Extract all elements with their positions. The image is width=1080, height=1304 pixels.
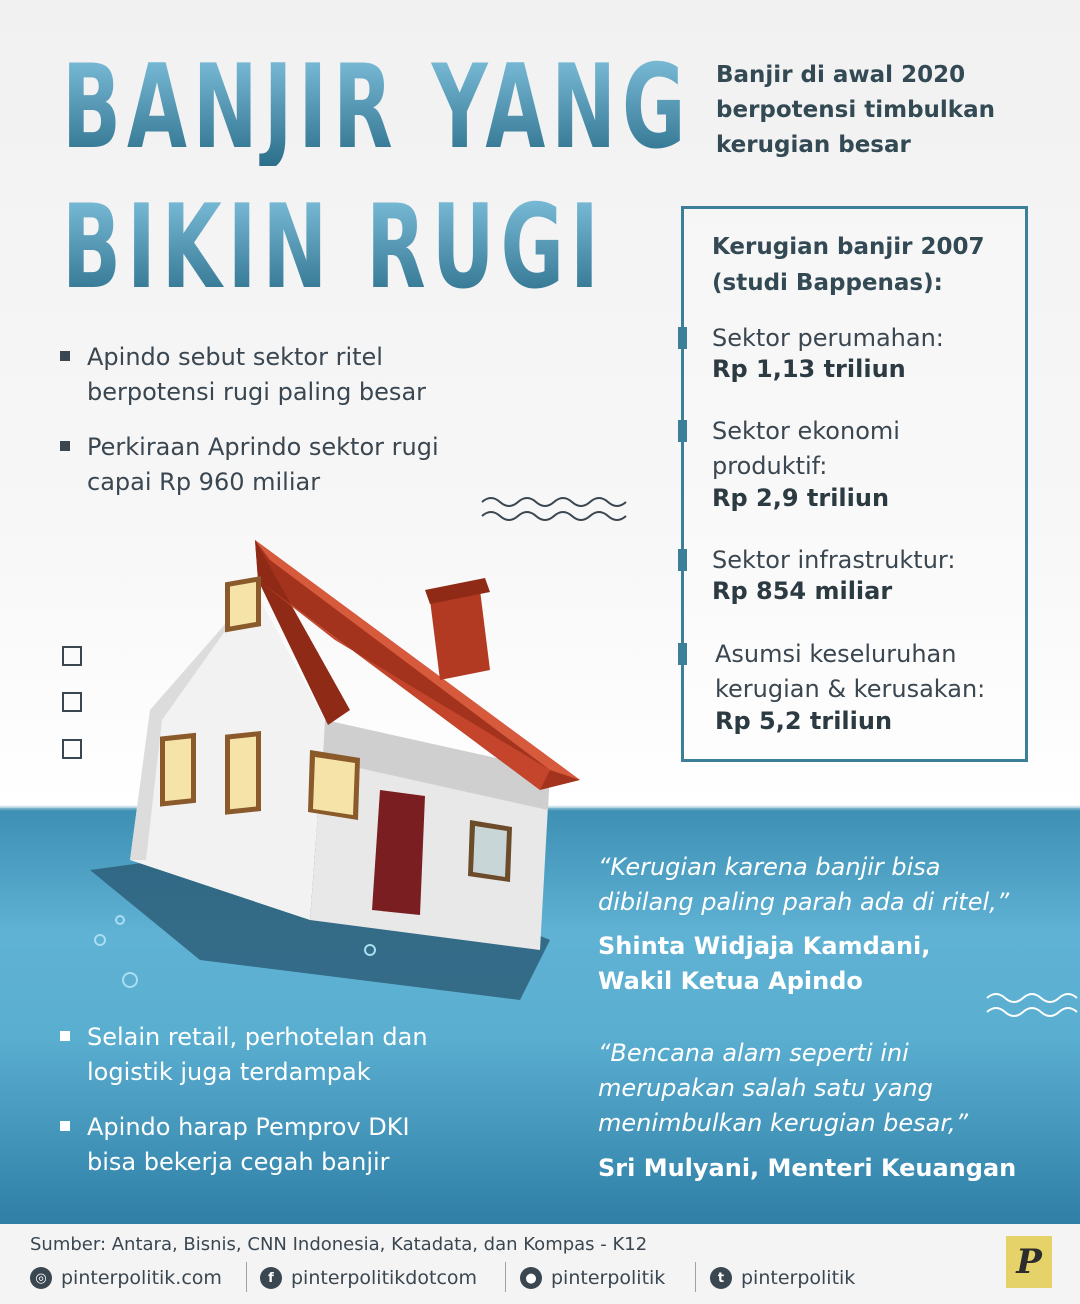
stat-marker [678, 549, 687, 571]
instagram-link[interactable] [520, 1262, 665, 1294]
bullet-list-bottom [60, 1020, 467, 1200]
bullet-text: Selain retail, perhotelan dan logistik juga terdampak [87, 1023, 428, 1086]
website-link[interactable] [30, 1262, 222, 1294]
divider [246, 1262, 247, 1292]
stat-marker [678, 420, 687, 442]
sinking-house-illustration [80, 520, 600, 1010]
title-line-2: BIKIN RUGI [62, 180, 605, 316]
instagram-icon: ● [520, 1267, 542, 1289]
divider [695, 1262, 696, 1292]
stat-label: Sektor infrastruktur: [712, 546, 956, 574]
stat-value: Rp 1,13 triliun [712, 355, 906, 383]
pinterpolitik-logo: P [1006, 1236, 1052, 1288]
quote-author: Sri Mulyani, Menteri Keuangan [598, 1154, 1017, 1182]
bullet-text: Apindo harap Pemprov DKI bisa bekerja cegah banjir [87, 1113, 410, 1176]
stat-marker [678, 643, 687, 665]
bullet-item [60, 1020, 467, 1090]
stat-value: Rp 2,9 triliun [712, 484, 890, 512]
quote-author: Shinta Widjaja Kamdani, Wakil Ketua Apindo [598, 932, 931, 995]
bullet-square-icon [60, 441, 70, 451]
divider [505, 1262, 506, 1292]
bullet-square-icon [60, 1031, 70, 1041]
bullet-square-icon [60, 1121, 70, 1131]
bullet-item [60, 340, 467, 410]
instagram-text: pinterpolitik [551, 1267, 666, 1289]
checkbox-decoration-icon [62, 739, 82, 759]
stat-label: Sektor ekonomi produktif: [712, 417, 900, 480]
quote-text: “Bencana alam seperti ini merupakan salah satu yang menimbulkan kerugian besar,” [598, 1039, 969, 1137]
wave-decoration-icon [985, 990, 1080, 1020]
twitter-link[interactable] [710, 1262, 855, 1294]
checkbox-decoration-icon [62, 646, 82, 666]
bullet-item [60, 1110, 447, 1180]
twitter-icon: t [710, 1267, 732, 1289]
twitter-text: pinterpolitik [741, 1267, 856, 1289]
stats-box [681, 206, 1028, 762]
bullet-text: Perkiraan Aprindo sektor rugi capai Rp 960 miliar [87, 433, 439, 496]
bullet-item [60, 430, 487, 500]
stat-label: Sektor perumahan: [712, 324, 944, 352]
stat-value: Rp 5,2 triliun [715, 707, 893, 735]
website-text: pinterpolitik.com [61, 1267, 222, 1289]
facebook-link[interactable] [260, 1262, 477, 1294]
checkbox-decoration-icon [62, 692, 82, 712]
bullet-square-icon [60, 351, 70, 361]
stat-value: Rp 854 miliar [712, 577, 893, 605]
facebook-text: pinterpolitikdotcom [291, 1267, 478, 1289]
title-line-1: BANJIR YANG [62, 40, 692, 176]
source-credit: Sumber: Antara, Bisnis, CNN Indonesia, Katadata, dan Kompas - K12 [30, 1234, 648, 1255]
stat-marker [678, 327, 687, 349]
bullet-text: Apindo sebut sektor ritel berpotensi rugi paling besar [87, 343, 427, 406]
stats-heading: Kerugian banjir 2007 (studi Bappenas): [712, 234, 985, 296]
globe-icon: ◎ [30, 1267, 52, 1289]
quote-text: “Kerugian karena banjir bisa dibilang paling parah ada di ritel,” [598, 853, 1010, 916]
facebook-icon: f [260, 1267, 282, 1289]
bullet-list-top [60, 340, 487, 520]
stat-label: Asumsi keseluruhan kerugian & kerusakan: [715, 640, 986, 703]
subtitle: Banjir di awal 2020 berpotensi timbulkan kerugian besar [716, 62, 995, 158]
